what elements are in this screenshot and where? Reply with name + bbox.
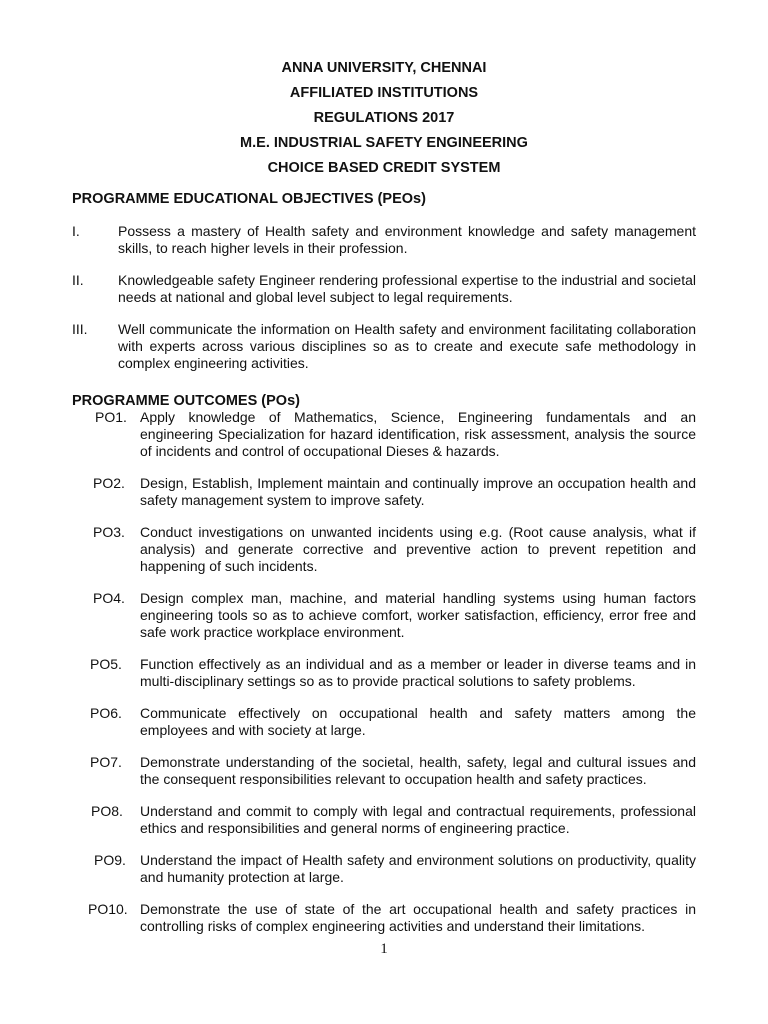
- po-number: PO2.: [93, 475, 125, 491]
- peo-number: I.: [72, 223, 80, 239]
- po-item: [91, 803, 696, 839]
- programme-title: M.E. INDUSTRIAL SAFETY ENGINEERING: [240, 135, 528, 151]
- page-number: 1: [380, 941, 388, 957]
- po-text: Communicate effectively on occupational health and safety matters among the employees and with society at large.: [140, 705, 696, 738]
- po-text: Demonstrate the use of state of the art occupational health and safety practices in controlling risks of complex engineering activities and understand their limitations.: [140, 901, 696, 934]
- po-item: [95, 409, 696, 463]
- po-text: Design complex man, machine, and material handling systems using human factors engineering tools so as to achieve comfort, worker satisfaction, efficiency, error free and safe work practice workplace environment.: [140, 590, 696, 640]
- po-number: PO8.: [91, 803, 123, 819]
- institution-type: AFFILIATED INSTITUTIONS: [289, 85, 479, 101]
- po-number: PO1.: [95, 409, 127, 425]
- peo-number: III.: [72, 321, 88, 337]
- peo-item: [72, 321, 696, 375]
- peos-heading: PROGRAMME EDUCATIONAL OBJECTIVES (PEOs): [72, 191, 426, 207]
- peo-item: [72, 272, 696, 308]
- regulations-title: REGULATIONS 2017: [313, 110, 455, 126]
- po-number: PO10.: [88, 901, 128, 917]
- peo-text: Well communicate the information on Health safety and environment facilitating collaboration with experts across various disciplines so as to create and execute safe methodology in complex engineering activities.: [118, 321, 696, 371]
- peo-text: Knowledgeable safety Engineer rendering professional expertise to the industrial and societal needs at national and global level subject to legal requirements.: [118, 272, 696, 305]
- po-number: PO9.: [94, 852, 126, 868]
- po-number: PO7.: [90, 754, 122, 770]
- credit-system-title: CHOICE BASED CREDIT SYSTEM: [267, 160, 501, 176]
- university-name: ANNA UNIVERSITY, CHENNAI: [281, 60, 487, 76]
- po-text: Function effectively as an individual and as a member or leader in diverse teams and in multi-disciplinary settings so as to provide practical solutions to safety problems.: [140, 656, 696, 689]
- po-number: PO5.: [90, 656, 122, 672]
- po-text: Understand and commit to comply with legal and contractual requirements, professional ethics and responsibilities and general norms of engineering practice.: [140, 803, 696, 836]
- po-item: [90, 656, 696, 692]
- po-text: Conduct investigations on unwanted incidents using e.g. (Root cause analysis, what if analysis) and generate corrective and preventive action to prevent repetition and happening of such incidents.: [140, 524, 696, 574]
- po-item: [90, 705, 696, 741]
- po-number: PO3.: [93, 524, 125, 540]
- peo-item: [72, 223, 696, 259]
- po-text: Apply knowledge of Mathematics, Science, Engineering fundamentals and an engineering Specialization for hazard identification, risk assessment, analysis the source of incidents and control of occupational Dieses & hazards.: [140, 409, 696, 459]
- peo-number: II.: [72, 272, 84, 288]
- peo-text: Possess a mastery of Health safety and environment knowledge and safety management skills, to reach higher levels in their profession.: [118, 223, 696, 256]
- po-item: [93, 524, 696, 578]
- po-number: PO6.: [90, 705, 122, 721]
- po-item: [93, 590, 696, 644]
- po-item: [90, 754, 696, 790]
- po-number: PO4.: [93, 590, 125, 606]
- po-text: Understand the impact of Health safety and environment solutions on productivity, quality and humanity protection at large.: [140, 852, 696, 885]
- po-text: Design, Establish, Implement maintain and continually improve an occupation health and safety management system to improve safety.: [140, 475, 696, 508]
- po-text: Demonstrate understanding of the societal, health, safety, legal and cultural issues and the consequent responsibilities relevant to occupation health and safety practices.: [140, 754, 696, 787]
- po-item: [88, 901, 696, 937]
- pos-heading: PROGRAMME OUTCOMES (POs): [72, 393, 300, 409]
- po-item: [93, 475, 696, 511]
- po-item: [94, 852, 696, 888]
